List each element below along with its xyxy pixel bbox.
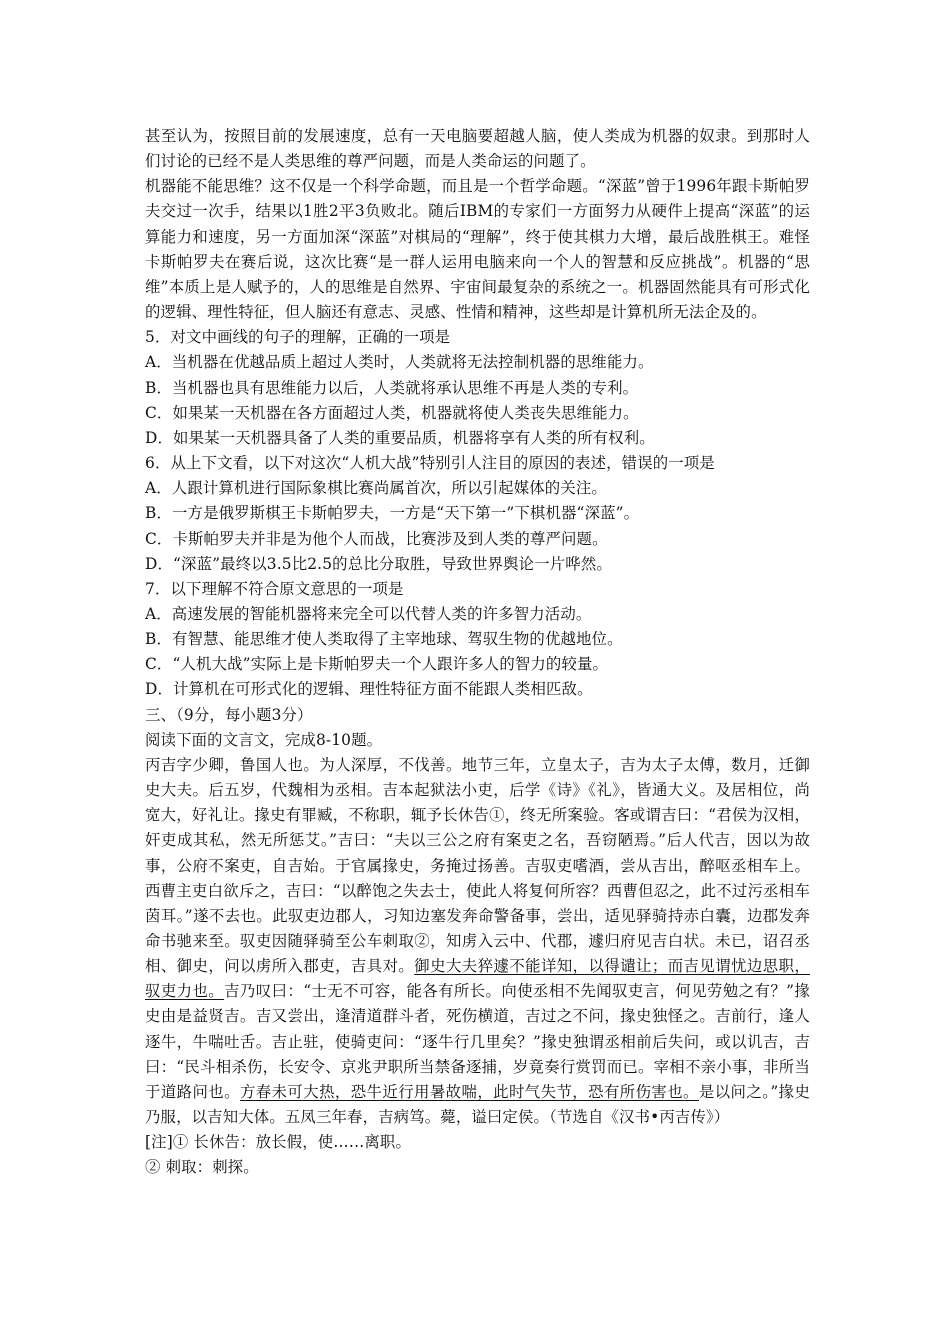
section-3-heading: 三、（9分，每小题3分） bbox=[145, 705, 313, 724]
classical-chinese-passage bbox=[145, 753, 810, 1130]
question-7-option-c: C．“人机大战”实际上是卡斯帕罗夫一个人跟许多人的智力的较量。 bbox=[145, 655, 609, 674]
question-6-stem: 6．从上下文看，以下对这次“人机大战”特别引人注目的原因的表述，错误的一项是 bbox=[145, 454, 715, 473]
section-3-instruction: 阅读下面的文言文，完成8-10题。 bbox=[145, 730, 383, 749]
question-7-stem: 7．以下理解不符合原文意思的一项是 bbox=[145, 579, 404, 598]
question-7-option-a: A．高速发展的智能机器将来完全可以代替人类的许多智力活动。 bbox=[145, 604, 592, 623]
passage-paragraph-continued: 甚至认为，按照目前的发展速度，总有一天电脑要超越人脑，使人类成为机器的奴隶。到那时人们讨论的已经不是人类思维的尊严问题，而是人类命运的问题了。 bbox=[145, 127, 810, 171]
passage-text-part-b: 吉乃叹曰：“士无不可容，能各有所长。向使丞相不先闻驭吏言，何见劳勉之有？”掾史由是益贤吉。吉又尝出，逢清道群斗者，死伤横道，吉过之不问，掾史独怪之。吉前行，逢人逐牛，牛喘吐舌。吉止驻，使骑吏问：“逐牛行几里矣？”掾史独谓丞相前后失问，或以讥吉，吉曰：“民斗相杀伤，长安令、京兆尹职所当禁备逐捕，岁竟奏行赏罚而已。宰相不亲小事，非所当于道路问也。 bbox=[145, 982, 810, 1101]
question-5-option-d: D．如果某一天机器具备了人类的重要品质，机器将享有人类的所有权利。 bbox=[145, 428, 655, 447]
document-body bbox=[145, 124, 810, 1181]
passage-text-part-c: 是以问之。”掾史乃服，以吉知大体。五凤三年春，吉病笃。薨，谥曰定侯。（节选自《汉书•丙吉传》） bbox=[145, 1082, 810, 1127]
passage-paragraph-machine-thinking: 机器能不能思维？这不仅是一个科学命题，而且是一个哲学命题。“深蓝”曾于1996年跟卡斯帕罗夫交过一次手，结果以1胜2平3负败北。随后IBM的专家们一方面努力从硬件上提高“深蓝”的运算能力和速度，另一方面加深“深蓝”对棋局的“理解”，终于使其棋力大增，最后战胜棋王。难怪卡斯帕罗夫在赛后说，这次比赛“是一群人运用电脑来向一个人的智慧和反应挑战”。机器的“思维”本质上是人赋予的，人的思维是自然界、宇宙间最复杂的系统之一。机器固然能具有可形式化的逻辑、理性特征，但人脑还有意志、灵感、性情和精神，这些却是计算机所无法企及的。 bbox=[145, 177, 810, 322]
question-7-option-d: D．计算机在可形式化的逻辑、理性特征方面不能跟人类相匹敌。 bbox=[145, 680, 593, 699]
footnote-2: ② 刺取：刺探。 bbox=[145, 1158, 259, 1177]
underlined-sentence-2: 方春未可大热，恐牛近行用暑故喘，此时气失节，恐有所伤害也。 bbox=[239, 1082, 699, 1101]
underlined-sentence-1: 御史大夫猝遽不能详知，以得谴让；而吉见谓忧边思职，驭吏力也。 bbox=[145, 957, 810, 1001]
question-5-option-a: A．当机器在优越品质上超过人类时，人类就将无法控制机器的思维能力。 bbox=[145, 353, 654, 372]
question-7-option-b: B．有智慧、能思维才使人类取得了主宰地球、驾驭生物的优越地位。 bbox=[145, 630, 623, 649]
question-6-option-c: C．卡斯帕罗夫并非是为他个人而战，比赛涉及到人类的尊严问题。 bbox=[145, 529, 608, 548]
question-5-option-c: C．如果某一天机器在各方面超过人类，机器就将使人类丧失思维能力。 bbox=[145, 403, 639, 422]
question-6-option-d: D．“深蓝”最终以3.5比2.5的总比分取胜，导致世界舆论一片哗然。 bbox=[145, 554, 612, 573]
footnote-1: [注]① 长休告：放长假，使……离职。 bbox=[145, 1133, 412, 1152]
question-6-option-a: A．人跟计算机进行国际象棋比赛尚属首次，所以引起媒体的关注。 bbox=[145, 479, 607, 498]
question-6-option-b: B．一方是俄罗斯棋王卡斯帕罗夫，一方是“天下第一”下棋机器“深蓝”。 bbox=[145, 504, 640, 523]
question-5-stem: 5．对文中画线的句子的理解，正确的一项是 bbox=[145, 328, 451, 347]
question-5-option-b: B．当机器也具有思维能力以后，人类就将承认思维不再是人类的专利。 bbox=[145, 378, 639, 397]
passage-text-part-a: 丙吉字少卿，鲁国人也。为人深厚，不伐善。地节三年，立皇太子，吉为太子太傅，数月，迁御史大夫。后五岁，代魏相为丞相。吉本起狱法小吏，后学《诗》《礼》，皆通大义。及居相位，尚宽大，好礼让。掾史有罪臧，不称职，辄予长休告①，终无所案验。客或谓吉曰：“君侯为汉相，奸吏成其私，然无所惩艾。”吉曰：“夫以三公之府有案吏之名，吾窃陋焉。”后人代吉，因以为故事，公府不案吏，自吉始。于官属掾史，务掩过扬善。吉驭吏嗜酒，尝从吉出，醉呕丞相车上。西曹主吏白欲斥之，吉曰：“以醉饱之失去士，使此人将复何所容？西曹但忍之，此不过污丞相车茵耳。”遂不去也。此驭吏边郡人，习知边塞发奔命警备事，尝出，适见驿骑持赤白囊，边郡发奔命书驰来至。驭吏因随驿骑至公车刺取②，知虏入云中、代郡，遽归府见吉白状。未已，诏召丞相、御史，问以虏所入郡吏，吉具对。 bbox=[145, 755, 810, 976]
